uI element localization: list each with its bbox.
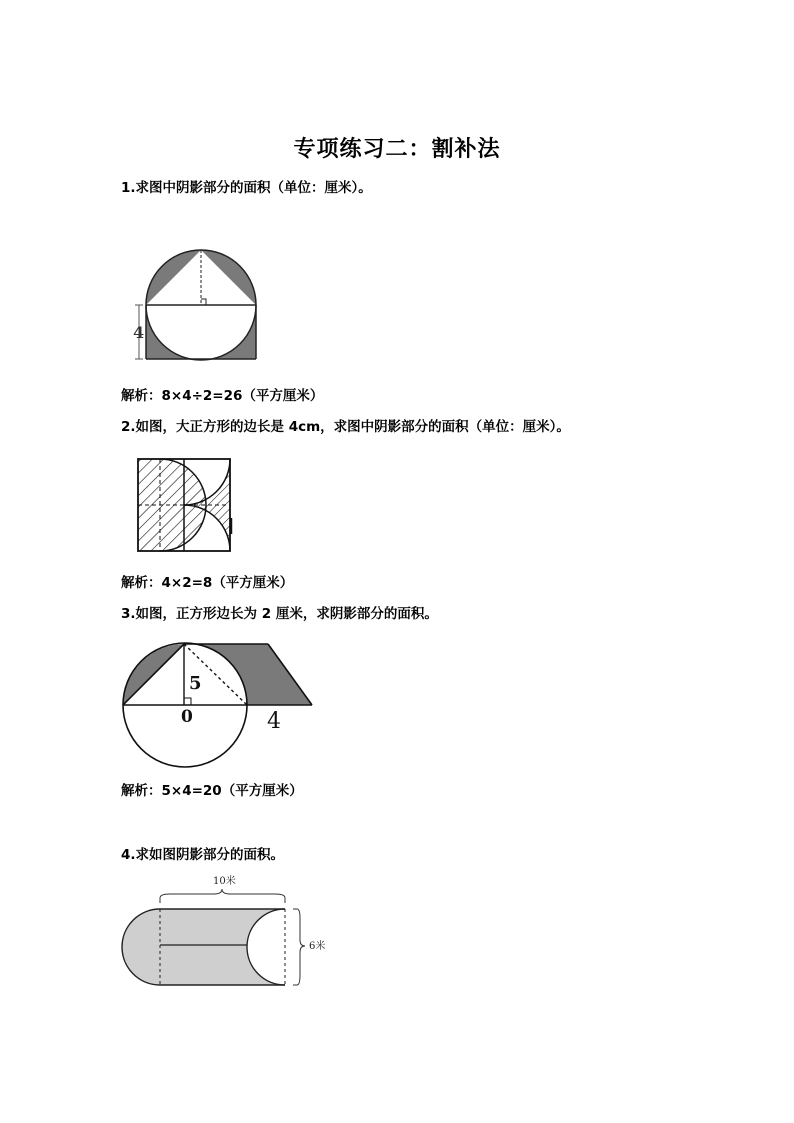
fig3-label-center: 0 [181,707,193,727]
question-3: 3.如图，正方形边长为 2 厘米，求阴影部分的面积。 [121,606,438,622]
figure-1 [130,246,270,366]
figure-2 [132,455,236,555]
fig4-shade [122,909,285,985]
figure-3 [118,637,318,767]
figure-4 [118,868,333,988]
fig4-label-width: 10米 [213,876,236,887]
question-2: 2.如图，大正方形的边长是 4cm，求图中阴影部分的面积（单位：厘米）。 [121,419,570,435]
fig4-right-brace [293,909,305,985]
fig3-label-height: 5 [189,673,202,694]
answer-3: 解析：5×4=20（平方厘米） [121,783,303,799]
question-4: 4.求如图阴影部分的面积。 [121,847,285,863]
question-1: 1.求图中阴影部分的面积（单位：厘米）。 [121,180,372,196]
fig3-label-base: 4 [267,709,281,734]
answer-1: 解析：8×4÷2=26（平方厘米） [121,388,324,404]
answer-2: 解析：4×2=8（平方厘米） [121,575,294,591]
fig1-label-side: 4 [133,323,145,342]
fig4-label-height: 6米 [309,941,326,952]
fig4-top-brace [160,889,285,903]
page-title: 专项练习二：割补法 [293,137,501,162]
